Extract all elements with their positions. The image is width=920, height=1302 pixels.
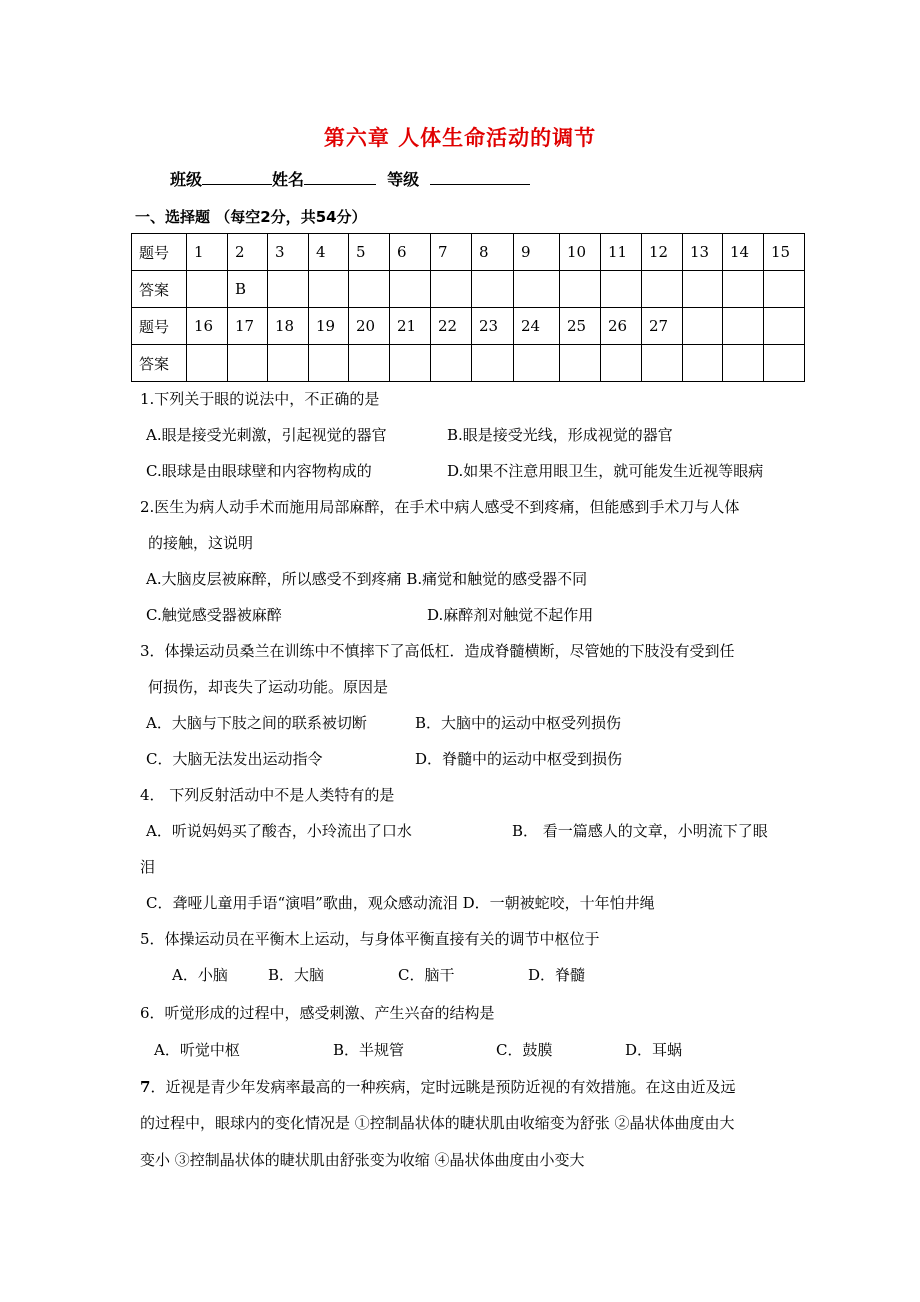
name-label: 姓名 [272,170,305,189]
class-blank[interactable] [202,168,272,185]
question-7-line-3: 变小 ③控制晶状体的睫状肌由舒张变为收缩 ④晶状体曲度由小变大 [140,1151,585,1169]
question-2-option-d: D.麻醉剂对触觉不起作用 [427,606,594,624]
name-blank[interactable] [304,168,376,185]
answer-cell[interactable] [431,271,472,308]
question-6-option-c: C．鼓膜 [496,1041,553,1059]
question-7-line-1: ．近视是青少年发病率最高的一种疾病，定时远眺是预防近视的有效措施。在这由近及远 [150,1078,736,1096]
table-cell: 24 [514,308,560,345]
question-4-option-b-cont: 泪 [140,858,156,876]
question-5-option-a: A．小脑 [172,966,228,984]
answer-cell[interactable] [349,345,390,382]
table-row-nums-1 [132,234,805,271]
table-cell: 9 [514,234,560,271]
answer-cell[interactable] [723,271,764,308]
question-3-option-c: C．大脑无法发出运动指令 [146,750,323,768]
table-row-answers-1 [132,271,805,308]
table-cell: 19 [309,308,349,345]
question-2-option-ab: A.大脑皮层被麻醉，所以感受不到疼痛 B.痛觉和触觉的感受器不同 [146,570,588,588]
question-1-stem: 1.下列关于眼的说法中，不正确的是 [140,390,380,408]
table-cell: 13 [683,234,723,271]
answer-cell[interactable] [514,345,560,382]
answer-cell[interactable] [390,345,431,382]
table-cell: 18 [268,308,309,345]
question-5-stem: 5．体操运动员在平衡木上运动，与身体平衡直接有关的调节中枢位于 [140,930,600,948]
section-heading [135,206,367,227]
table-cell [764,308,805,345]
table-cell: 4 [309,234,349,271]
answer-cell[interactable] [268,345,309,382]
table-cell: 17 [228,308,268,345]
answer-cell[interactable] [601,345,642,382]
answer-cell[interactable] [268,271,309,308]
table-cell: 22 [431,308,472,345]
question-5-option-d: D．脊髓 [528,966,586,984]
section-note: （每空2分，共54分） [215,208,367,226]
section-title: 一、选择题 [135,208,211,226]
question-1-option-d: D.如果不注意用眼卫生，就可能发生近视等眼病 [447,462,764,480]
table-cell: 16 [187,308,228,345]
row-label: 答案 [132,345,187,382]
question-6-option-b: B．半规管 [333,1041,405,1059]
question-2-option-c: C.触觉感受器被麻醉 [146,606,282,624]
table-cell: 27 [642,308,683,345]
question-2-stem: 2.医生为病人动手术而施用局部麻醉，在手术中病人感受不到疼痛，但能感到手术刀与人体 [140,498,740,516]
question-3-option-d: D．脊髓中的运动中枢受到损伤 [415,750,623,768]
table-cell: 8 [472,234,514,271]
answer-cell[interactable] [642,345,683,382]
class-label: 班级 [170,170,203,189]
answer-cell[interactable] [472,345,514,382]
answer-cell[interactable] [472,271,514,308]
answer-cell[interactable] [431,345,472,382]
question-3-stem-cont: 何损伤，却丧失了运动功能。原因是 [148,678,389,696]
answer-cell[interactable] [187,271,228,308]
table-cell: 10 [560,234,601,271]
question-4-option-a: A．听说妈妈买了酸杏，小玲流出了口水 [146,822,412,840]
question-2-stem-cont: 的接触，这说明 [148,534,254,552]
table-row-answers-2 [132,345,805,382]
table-cell: 12 [642,234,683,271]
table-cell: 1 [187,234,228,271]
answer-cell[interactable] [349,271,390,308]
row-label: 题号 [132,234,187,271]
answer-cell[interactable] [683,345,723,382]
student-info [170,167,530,190]
table-cell: 23 [472,308,514,345]
table-cell: 21 [390,308,431,345]
question-1-option-c: C.眼球是由眼球壁和内容物构成的 [146,462,372,480]
question-6-option-d: D．耳蜗 [625,1041,683,1059]
answer-cell[interactable] [764,271,805,308]
answer-cell[interactable] [560,271,601,308]
question-3-stem: 3．体操运动员桑兰在训练中不慎摔下了高低杠．造成脊髓横断，尽管她的下肢没有受到任 [140,642,735,660]
table-cell: 26 [601,308,642,345]
question-7-stem [140,1077,735,1097]
table-cell: 6 [390,234,431,271]
table-cell: 7 [431,234,472,271]
question-7-line-2: 的过程中，眼球内的变化情况是 ①控制晶状体的睫状肌由收缩变为舒张 ②晶状体曲度由大 [140,1114,735,1132]
answer-cell[interactable] [309,271,349,308]
answer-cell[interactable] [560,345,601,382]
table-row-nums-2 [132,308,805,345]
answer-cell[interactable]: B [228,271,268,308]
table-cell [723,308,764,345]
answer-cell[interactable] [187,345,228,382]
row-label: 题号 [132,308,187,345]
answer-cell[interactable] [642,271,683,308]
answer-cell[interactable] [228,345,268,382]
question-1-option-b: B.眼是接受光线，形成视觉的器官 [447,426,673,444]
answer-cell[interactable] [514,271,560,308]
question-4-stem: 4． 下列反射活动中不是人类特有的是 [140,786,395,804]
answer-cell[interactable] [309,345,349,382]
question-6-option-a: A．听觉中枢 [154,1041,240,1059]
page-title: 第六章 人体生命活动的调节 [323,126,597,150]
table-cell: 2 [228,234,268,271]
table-cell: 3 [268,234,309,271]
answer-cell[interactable] [764,345,805,382]
table-cell [683,308,723,345]
table-cell: 15 [764,234,805,271]
question-6-stem: 6．听觉形成的过程中，感受刺激、产生兴奋的结构是 [140,1004,495,1022]
table-cell: 14 [723,234,764,271]
answer-cell[interactable] [390,271,431,308]
question-5-option-c: C．脑干 [398,966,455,984]
grade-label: 等级 [387,170,420,189]
question-4-option-cd: C．聋哑儿童用手语“演唱”歌曲，观众感动流泪 D．一朝被蛇咬，十年怕井绳 [146,894,655,912]
answer-table [131,233,805,382]
row-label: 答案 [132,271,187,308]
table-cell: 11 [601,234,642,271]
question-7-number: 7 [140,1078,151,1096]
question-4-option-b: B． 看一篇感人的文章，小明流下了眼 [512,822,768,840]
table-cell: 20 [349,308,390,345]
table-cell: 5 [349,234,390,271]
answer-cell[interactable] [601,271,642,308]
grade-blank[interactable] [430,168,530,185]
answer-cell[interactable] [683,271,723,308]
table-cell: 25 [560,308,601,345]
question-3-option-b: B．大脑中的运动中枢受列损伤 [415,714,622,732]
answer-cell[interactable] [723,345,764,382]
question-1-option-a: A.眼是接受光刺激，引起视觉的器官 [146,426,387,444]
question-5-option-b: B．大脑 [268,966,325,984]
question-3-option-a: A．大脑与下肢之间的联系被切断 [146,714,367,732]
